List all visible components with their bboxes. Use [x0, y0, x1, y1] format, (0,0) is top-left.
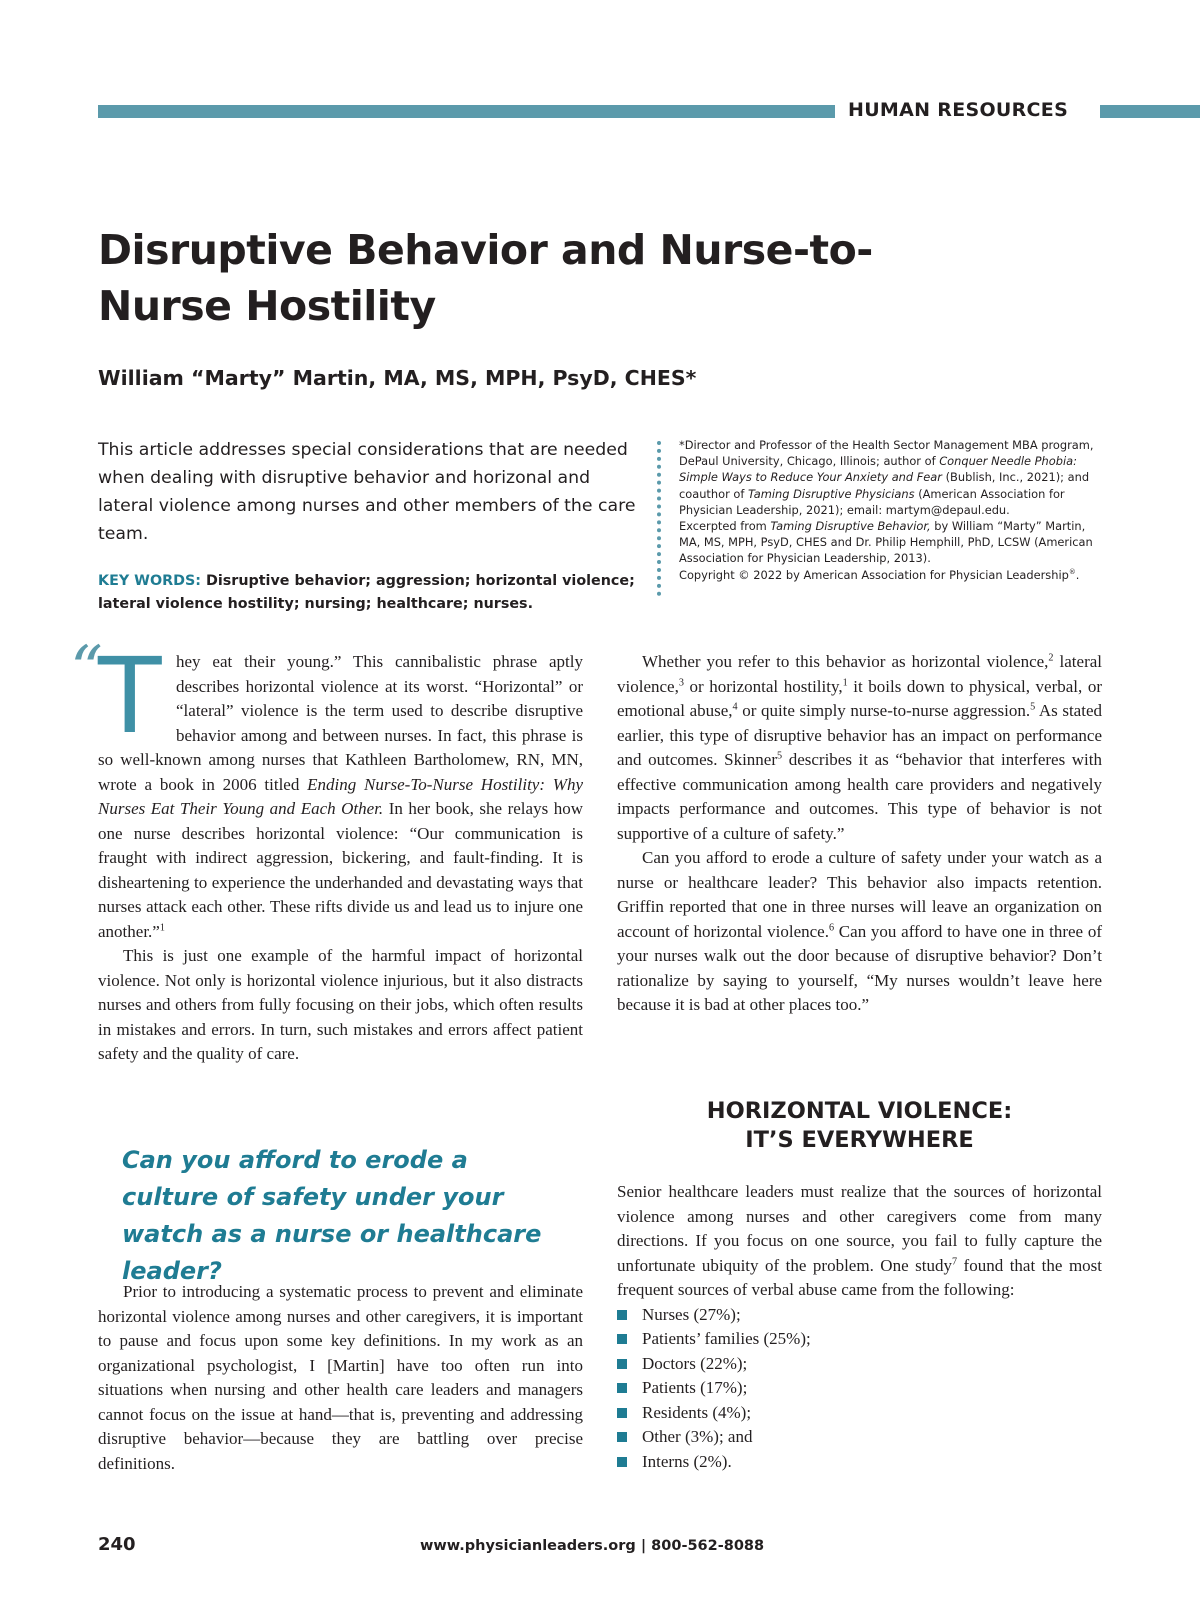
body-paragraph-4: [617, 650, 1102, 846]
body-paragraph-2: This is just one example of the harmful impact of horizontal violence. Not only is horizontal violence injurious, but it also distracts nurses and others from fully focusing on their jobs, which often results in mistakes and errors. In turn, such mistakes and errors affect patient safety and the quality of care.: [98, 946, 583, 1063]
square-bullet-icon: [617, 1383, 627, 1393]
verbal-abuse-sources-list: [617, 1303, 1102, 1475]
footnote-text: .: [1075, 567, 1080, 582]
reference-marker: 6: [828, 921, 835, 933]
keywords-label: KEY WORDS:: [98, 573, 201, 589]
article-author: William “Marty” Martin, MA, MS, MPH, PsyD, CHES*: [98, 366, 697, 390]
list-item-text: Residents (4%);: [642, 1402, 752, 1422]
body-column-left: [70, 633, 583, 1067]
reference-marker: 2: [1048, 652, 1054, 664]
reference-marker: 4: [732, 701, 738, 713]
section-heading: [617, 1097, 1102, 1155]
body-column-right: [617, 650, 1102, 1018]
section-heading-line-1: HORIZONTAL VIOLENCE:: [706, 1098, 1013, 1124]
list-item: [617, 1450, 1102, 1475]
square-bullet-icon: [617, 1432, 627, 1442]
book-title: Ending Nurse-To-Nurse Hostility: Why Nurses Eat Their Young and Each Other.: [98, 774, 583, 818]
dropcap-block: [70, 633, 176, 757]
square-bullet-icon: [617, 1457, 627, 1467]
list-item: [617, 1303, 1102, 1328]
body-paragraph-1: [70, 633, 583, 944]
footnote-copyright: Copyright © 2022 by American Association for Physician Leadership: [679, 567, 1069, 582]
reference-marker: 3: [678, 676, 684, 688]
body-text: it boils down to physical, verbal, or emotional abuse,: [617, 676, 1102, 720]
footer-contact: www.physicianleaders.org | 800-562-8088: [420, 1538, 765, 1554]
reference-marker: 1: [842, 676, 848, 688]
body-text: Can you afford to erode a culture of safety under your watch as a nurse or healthcare leader? This behavior also impacts retention. Griffin reported that one in three nurses will leave an organization on account of horizontal violence.: [617, 848, 1102, 941]
footnote-text: *Director and Professor of the Health Sector Management MBA program, DePaul University, Chicago, Illinois; author of: [679, 438, 1094, 469]
body-text: lateral violence,: [617, 652, 1102, 696]
footnote-text: Excerpted from: [679, 519, 771, 534]
section-label: HUMAN RESOURCES: [848, 99, 1069, 121]
page-number: 240: [98, 1534, 136, 1555]
reference-marker: 1: [159, 921, 165, 933]
square-bullet-icon: [617, 1359, 627, 1369]
body-text: hey eat their young.” This cannibalistic phrase aptly describes horizontal violence at its worst. “Horizontal” or “lateral” violence is the term used to describe disruptive behavior among and between nurses. In fact, this phrase is so well-known among nurses that Kathleen Bartholomew, RN, MN, wrote a book in 2006 titled: [98, 652, 583, 794]
reference-marker: 5: [777, 750, 783, 762]
body-text: Can you afford to have one in three of your nurses walk out the door because of disruptive behavior? Don’t rationalize by saying to yourself, “My nurses wouldn’t leave here because it is bad at other places too.”: [617, 921, 1103, 1014]
body-text: Senior healthcare leaders must realize that the sources of horizontal violence among nurses and other caregivers come from many directions. If you focus on one source, you fail to fully capture the unfortunate ubiquity of the problem. One study: [617, 1182, 1102, 1275]
section-heading-line-2: IT’S EVERYWHERE: [745, 1127, 974, 1153]
footnote-text: by William “Marty” Martin, MA, MS, MPH, PsyD, CHES and Dr. Philip Hemphill, PhD, LCSW (American Association for Physician Leadership, 2013).: [679, 519, 1093, 566]
registered-mark: ®: [1068, 567, 1076, 576]
body-text: or horizontal hostility,: [683, 676, 843, 696]
list-item: [617, 1425, 1102, 1450]
body-text: describes it as “behavior that interferes with effective communication among health care providers and negatively impacts performance and outcomes. This type of behavior is not supportive of a culture of safety.”: [617, 750, 1102, 843]
body-text: In her book, she relays how one nurse describes horizontal violence: “Our communication is fraught with indirect aggression, bickering, and fault-finding. It is disheartening to experience the underhanded and devastating ways that nurses attack each other. These rifts divide us and lead us to injure one another.”: [98, 799, 583, 941]
list-item-text: Other (3%); and: [642, 1427, 753, 1446]
list-item: [617, 1327, 1102, 1352]
square-bullet-icon: [617, 1408, 627, 1418]
reference-marker: 5: [1030, 701, 1036, 713]
list-item: [617, 1352, 1102, 1377]
footnote-text: (Bublish, Inc., 2021); and coauthor of: [679, 470, 1090, 501]
list-item-text: Nurses (27%);: [642, 1304, 741, 1324]
body-text: Whether you refer to this behavior as horizontal violence,: [642, 652, 1049, 671]
list-item: [617, 1376, 1102, 1401]
footnote-text: (American Association for Physician Leadership, 2021); email: martym@depaul.edu.: [679, 486, 1065, 517]
header-rule-left: [98, 105, 835, 118]
open-quote-glyph: “: [70, 633, 103, 707]
square-bullet-icon: [617, 1310, 627, 1320]
reference-marker: 7: [951, 1255, 958, 1267]
article-title: Disruptive Behavior and Nurse-to-Nurse Hostility: [98, 226, 873, 330]
list-item: [617, 1401, 1102, 1426]
body-text: found that the most frequent sources of verbal abuse came from the following:: [617, 1255, 1103, 1299]
list-item-text: Interns (2%).: [642, 1451, 732, 1471]
pull-quote: Can you afford to erode a culture of safety under your watch as a nurse or healthcare leader?: [122, 1146, 542, 1285]
body-paragraph-6: [617, 1180, 1102, 1303]
footnote-book-title: Taming Disruptive Physicians: [748, 486, 915, 501]
keywords-text: Disruptive behavior; aggression; horizontal violence; lateral violence hostility; nursing; healthcare; nurses.: [98, 573, 635, 612]
author-footnote: [679, 437, 1104, 583]
footnote-book-title: Conquer Needle Phobia: Simple Ways to Reduce Your Anxiety and Fear: [679, 454, 1077, 485]
list-item-text: Patients (17%);: [642, 1378, 748, 1397]
square-bullet-icon: [617, 1334, 627, 1344]
header-rule-right: [1100, 105, 1200, 118]
body-column-right-lower: [617, 1180, 1102, 1474]
dropcap-letter: T: [98, 635, 162, 757]
list-item-text: Doctors (22%);: [642, 1353, 748, 1373]
body-text: As stated earlier, this type of disruptive behavior has an impact on performance and outcomes. Skinner: [617, 701, 1102, 769]
list-item-text: Patients’ families (25%);: [642, 1329, 811, 1348]
body-paragraph-3: Prior to introducing a systematic process to prevent and eliminate horizontal violence among nurses and other caregivers, it is important to pause and focus upon some key definitions. In my work as an organizational psychologist, I [Martin] have too often run into situations when nursing and other health care leaders and managers cannot focus on the issue at hand—that is, preventing and addressing disruptive behavior—because they are battling over precise definitions.: [98, 1282, 583, 1473]
footnote-book-title: Taming Disruptive Behavior,: [770, 519, 931, 534]
body-paragraph-5: [617, 846, 1102, 1018]
keywords: [98, 570, 643, 615]
body-text: or quite simply nurse-to-nurse aggression.: [737, 701, 1031, 720]
footnote-dotted-rule: [657, 441, 661, 596]
body-column-left-lower: [98, 1280, 583, 1476]
article-abstract: This article addresses special considerations that are needed when dealing with disruptive behavior and horizonal and lateral violence among nurses and other members of the care team.: [98, 440, 636, 544]
